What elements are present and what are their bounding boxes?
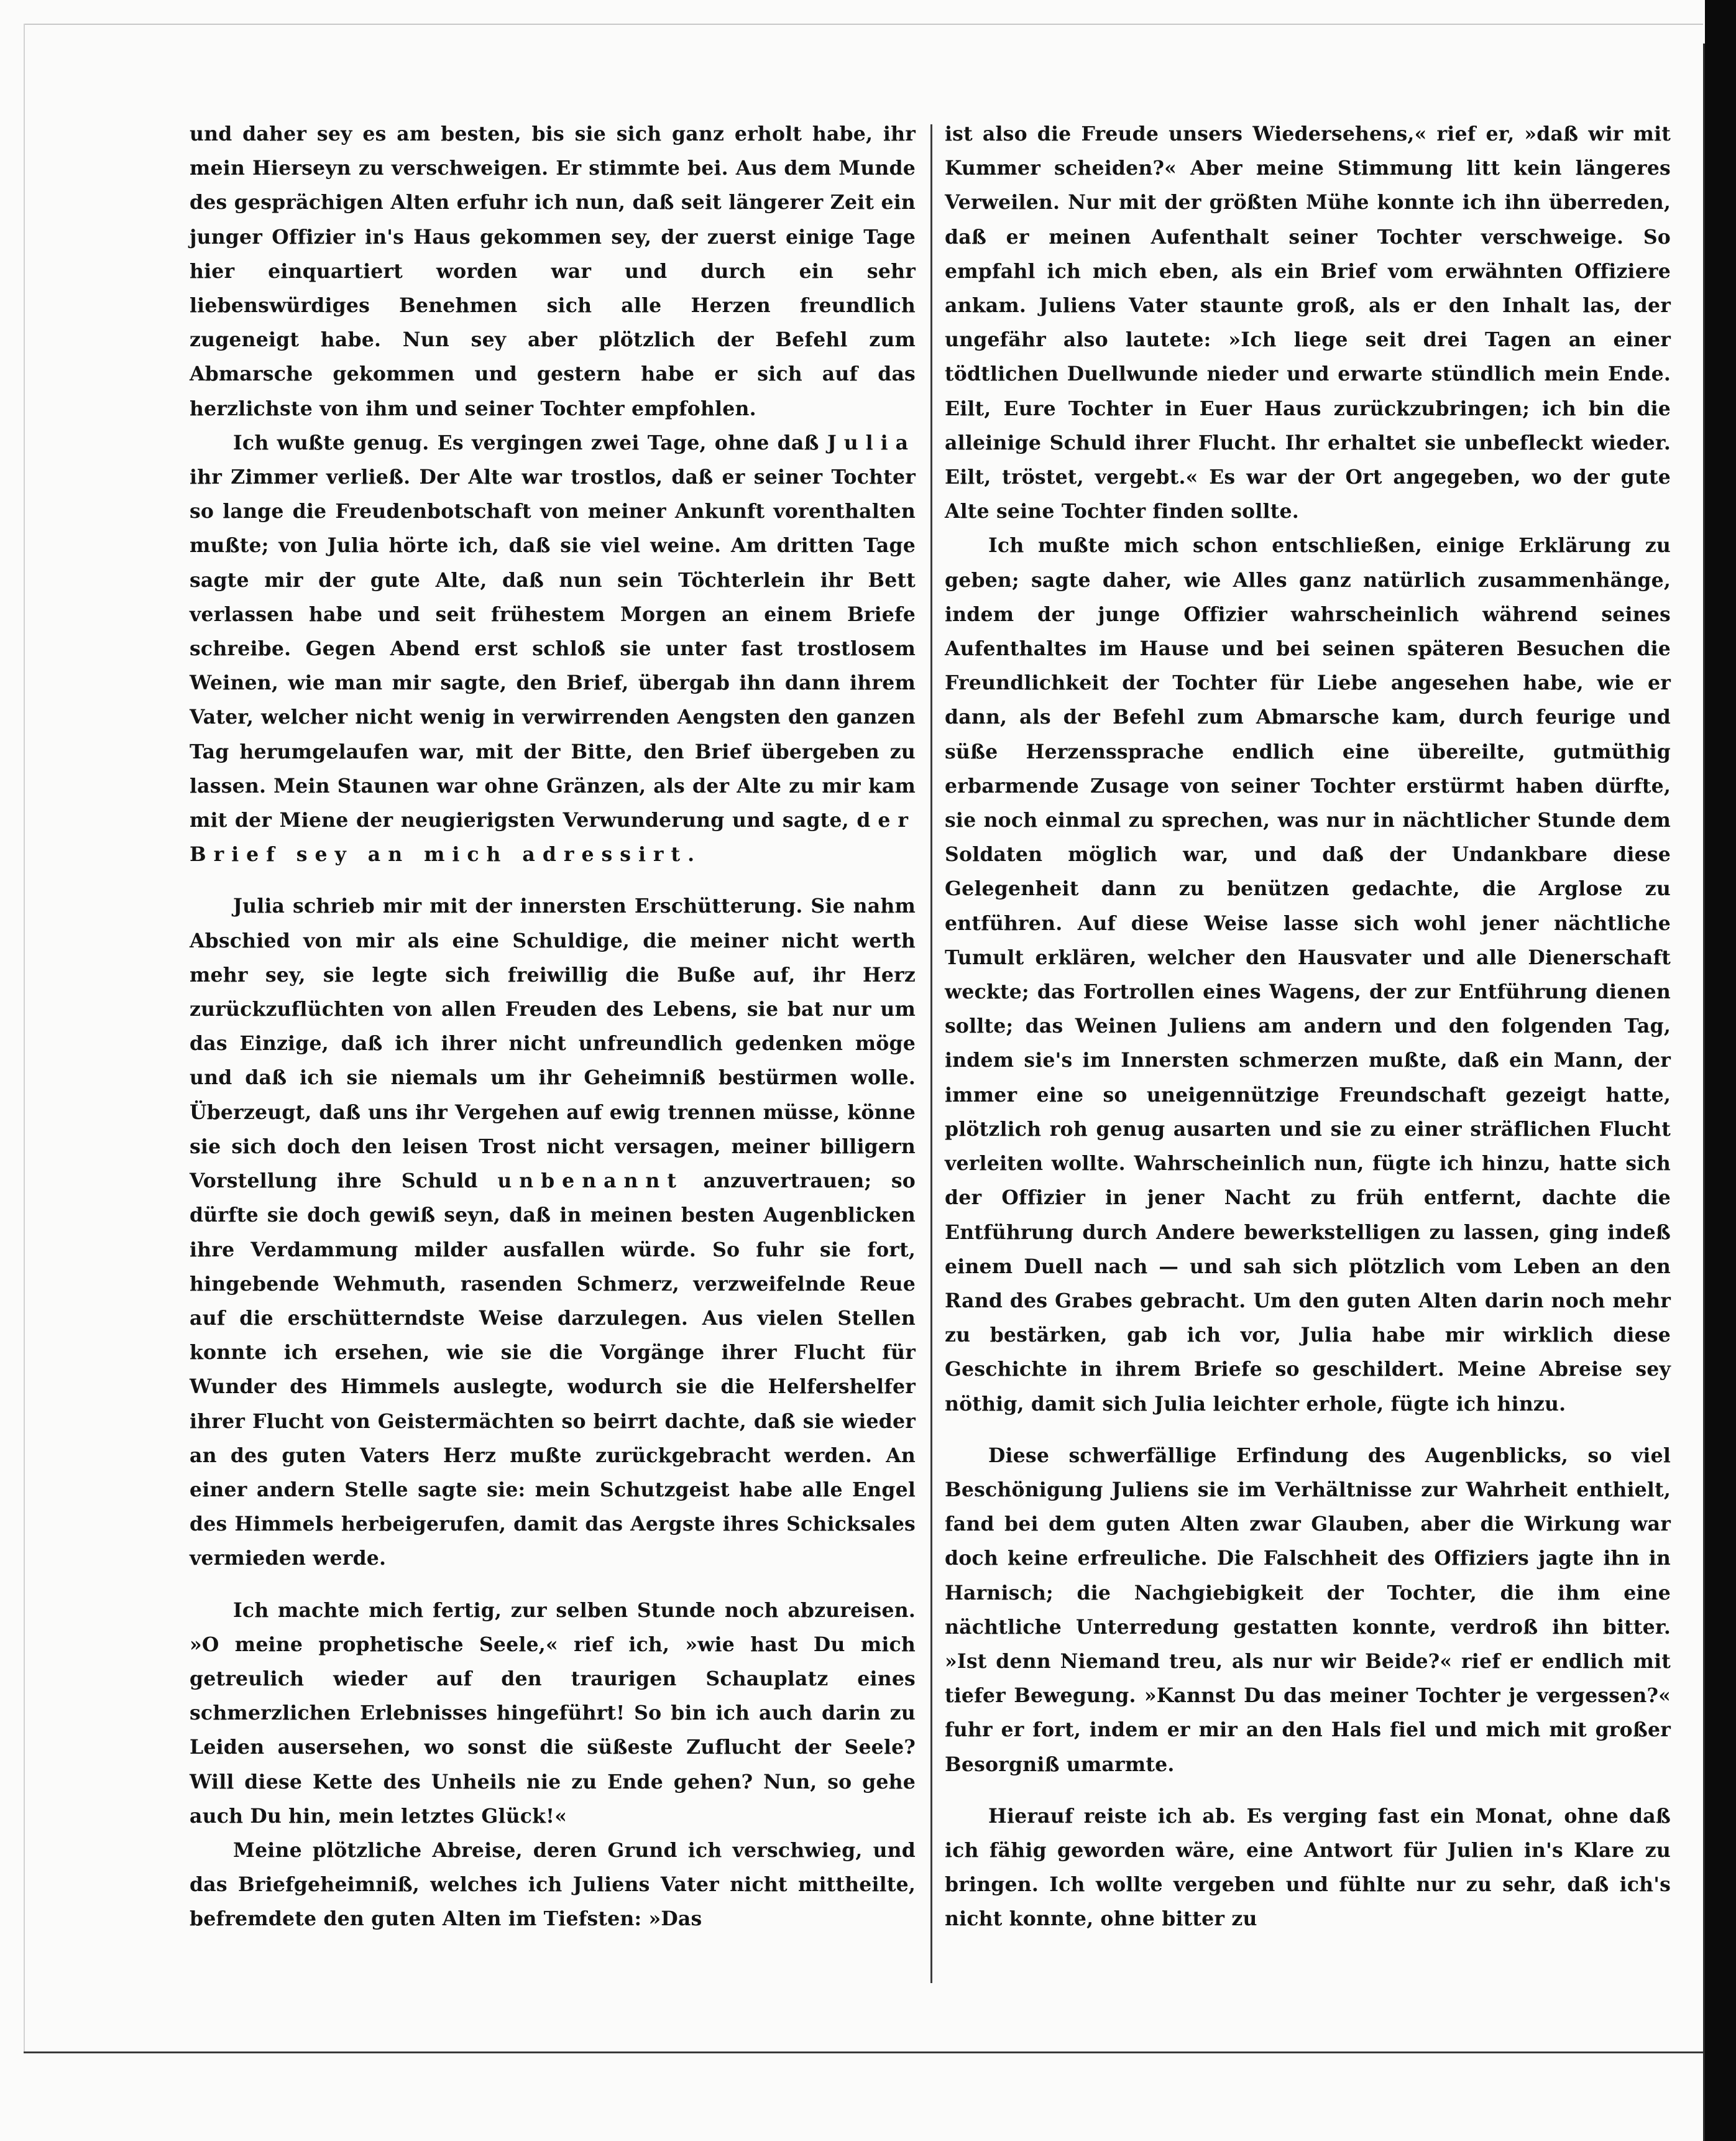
paragraph: Diese schwerfällige Erfindung des Augenblicks, so viel Beschönigung Juliens sie im Verhältnisse zur Wahrheit enthielt, fand bei dem guten Alten zwar Glauben, aber die Wirkung war doch keine erfreuliche. Die Falschheit des Offiziers jagte ihn in Harnisch; die Nachgiebigkeit der Tochter, die ihm eine nächtliche Unterredung gestatten konnte, verdroß ihn bitter. »Ist denn Niemand treu, als nur wir Beide?« rief er endlich mit tiefer Bewegung. »Kannst Du das meiner Tochter je vergessen?« fuhr er fort, indem er mir an den Hals fiel und mich mit großer Besorgniß umarmte. <box>945 1443 1671 1776</box>
page-edge-bottom <box>24 2051 1703 2053</box>
paragraph: Hierauf reiste ich ab. Es verging fast ein Monat, ohne daß ich fähig geworden wäre, eine Antwort für Julien in's Klare zu bringen. Ich wollte vergeben und fühlte nur zu sehr, daß ich's nicht konnte, ohne bitter zu <box>945 1804 1671 1931</box>
text-run: Ich wußte genug. Es vergingen zwei Tage, ohne daß <box>233 431 819 454</box>
text-run: anzuvertrauen; so dürfte sie doch gewiß seyn, daß in meinen besten Augenblicken ihre Verdammung milder ausfallen würde. So fuhr sie fort, hingebende Wehmuth, rasenden Schmerz, verzweifelnde Reue auf die erschütterndste Weise darzulegen. Aus vielen Stellen konnte ich ersehen, wie sie die Vorgänge ihrer Flucht für Wunder des Himmels auslegte, wodurch sie die Helfershelfer ihrer Flucht von Geistermächten so beirrt dachte, daß sie wieder an des guten Vaters Herz mußte zurückgebracht werden. An einer andern Stelle sagte sie: mein Schutzgeist habe alle Engel des Himmels herbeigerufen, damit das Aergste ihres Schicksales vermieden werde. <box>190 1169 916 1570</box>
paragraph-continued: und daher sey es am besten, bis sie sich ganz erholt habe, ihr mein Hierseyn zu verschweigen. Er stimmte bei. Aus dem Munde des gesprächigen Alten erfuhr ich nun, daß seit längerer Zeit ein junger Offizier in's Haus gekommen sey, der zuerst einige Tage hier einquartiert worden war und durch ein sehr liebenswürdiges Benehmen sich alle Herzen freundlich zugeneigt habe. Nun sey aber plötzlich der Befehl zum Abmarsche gekommen und gestern habe er sich auf das herzlichste von ihm und seiner Tochter empfohlen. <box>190 122 916 420</box>
right-text-column <box>945 117 1671 1936</box>
paragraph: Ich mußte mich schon entschließen, einige Erklärung zu geben; sagte daher, wie Alles ganz natürlich zusammenhänge, indem der junge Offizier wahrscheinlich während seines Aufenthaltes im Hause und bei seinen späteren Besuchen die Freundlichkeit der Tochter für Liebe angesehen habe, wie er dann, als der Befehl zum Abmarsche kam, durch feurige und süße Herzenssprache endlich eine übereilte, gutmüthig erbarmende Zusage von seiner Tochter erstürmt haben dürfte, sie noch einmal zu sprechen, was nur in nächtlicher Stunde dem Soldaten möglich war, und daß der Undankbare diese Gelegenheit dann zu benützen gedachte, die Arglose zu entführen. Auf diese Weise lasse sich wohl jener nächtliche Tumult erklären, welcher den Hausvater und alle Dienerschaft weckte; das Fortrollen eines Wagens, der zur Entführung dienen sollte; das Weinen Juliens am andern und den folgenden Tag, indem sie's im Innersten schmerzen mußte, daß ein Mann, der immer eine so uneigennützige Freundschaft gezeigt hatte, plötzlich roh genug ausarten und sie zu einer sträflichen Flucht verleiten wollte. Wahrscheinlich nun, fügte ich hinzu, hatte sich der Offizier in jener Nacht zu früh entfernt, dachte die Entführung durch Andere bewerkstelligen zu lassen, ging indeß einem Duell nach — und sah sich plötzlich vom Leben an den Rand des Grabes gebracht. Um den guten Alten darin noch mehr zu bestärken, gab ich vor, Julia habe mir wirklich diese Geschichte in ihrem Briefe so geschildert. Meine Abreise sey nöthig, damit sich Julia leichter erhole, fügte ich hinzu. <box>945 534 1671 1416</box>
paragraph: Meine plötzliche Abreise, deren Grund ich verschwieg, und das Briefgeheimniß, welches ich Juliens Vater nicht mittheilte, befremdete den guten Alten im Tiefsten: »Das <box>190 1838 916 1931</box>
left-text-column <box>190 117 916 1936</box>
spaced-emphasis: der Brief sey an mich adressirt. <box>190 809 916 867</box>
spaced-emphasis: unbenannt <box>497 1169 684 1193</box>
spaced-name-julia: Julia <box>827 431 916 454</box>
page-edge-top <box>24 24 1703 25</box>
paragraph <box>190 889 916 1575</box>
paragraph-continued: ist also die Freude unsers Wiedersehens,« rief er, »daß wir mit Kummer scheiden?« Aber meine Stimmung litt kein längeres Verweilen. Nur mit der größten Mühe konnte ich ihn überreden, daß er meinen Aufenthalt seiner Tochter verschweige. So empfahl ich mich eben, als ein Brief vom erwähnten Offiziere ankam. Juliens Vater staunte groß, als er den Inhalt las, der ungefähr also lautete: »Ich liege seit drei Tagen an einer tödtlichen Duellwunde nieder und erwarte stündlich mein Ende. Eilt, Eure Tochter in Euer Haus zurückzubringen; ich bin die alleinige Schuld ihrer Flucht. Ihr erhaltet sie unbefleckt wieder. Eilt, tröstet, vergebt.« Es war der Ort angegeben, wo der gute Alte seine Tochter finden sollte. <box>945 122 1671 523</box>
page-edge-left <box>24 24 25 2053</box>
paragraph: Ich machte mich fertig, zur selben Stunde noch abzureisen. »O meine prophetische Seele,« rief ich, »wie hast Du mich getreulich wieder auf den traurigen Schauplatz eines schmerzlichen Erlebnisses hingeführt! So bin ich auch darin zu Leiden ausersehen, wo sonst die süßeste Zuflucht der Seele? Will diese Kette des Unheils nie zu Ende gehen? Nun, so gehe auch Du hin, mein letztes Glück!« <box>190 1598 916 1828</box>
column-divider-rule <box>930 124 932 1983</box>
paragraph <box>190 426 916 872</box>
text-run: ihr Zimmer verließ. Der Alte war trostlos, daß er seiner Tochter so lange die Freudenbotschaft von meiner Ankunft vorenthalten mußte; von Julia hörte ich, daß sie viel weine. Am dritten Tage sagte mir der gute Alte, daß nun sein Töchterlein ihr Bett verlassen habe und seit frühestem Morgen an einem Briefe schreibe. Gegen Abend erst schloß sie unter fast trostlosem Weinen, wie man mir sagte, den Brief, übergab ihn dann ihrem Vater, welcher nicht wenig in verwirrenden Aengsten den ganzen Tag herumgelaufen war, mit der Bitte, den Brief übergeben zu lassen. Mein Staunen war ohne Gränzen, als der Alte zu mir kam mit der Miene der neugierigsten Verwunderung und sagte, <box>190 466 916 832</box>
text-run: Julia schrieb mir mit der innersten Erschütterung. Sie nahm Abschied von mir als eine Schuldige, die meiner nicht werth mehr sey, sie legte sich freiwillig die Buße auf, ihr Herz zurückzuflüchten von allen Freuden des Lebens, sie bat nur um das Einzige, daß ich ihrer nicht unfreundlich gedenken möge und daß ich sie niemals um ihr Geheimniß bestürmen wolle. Überzeugt, daß uns ihr Vergehen auf ewig trennen müsse, könne sie sich doch den leisen Trost nicht versagen, meiner billigern Vorstellung ihre Schuld <box>190 895 916 1193</box>
scan-dark-margin <box>1705 0 1736 2141</box>
